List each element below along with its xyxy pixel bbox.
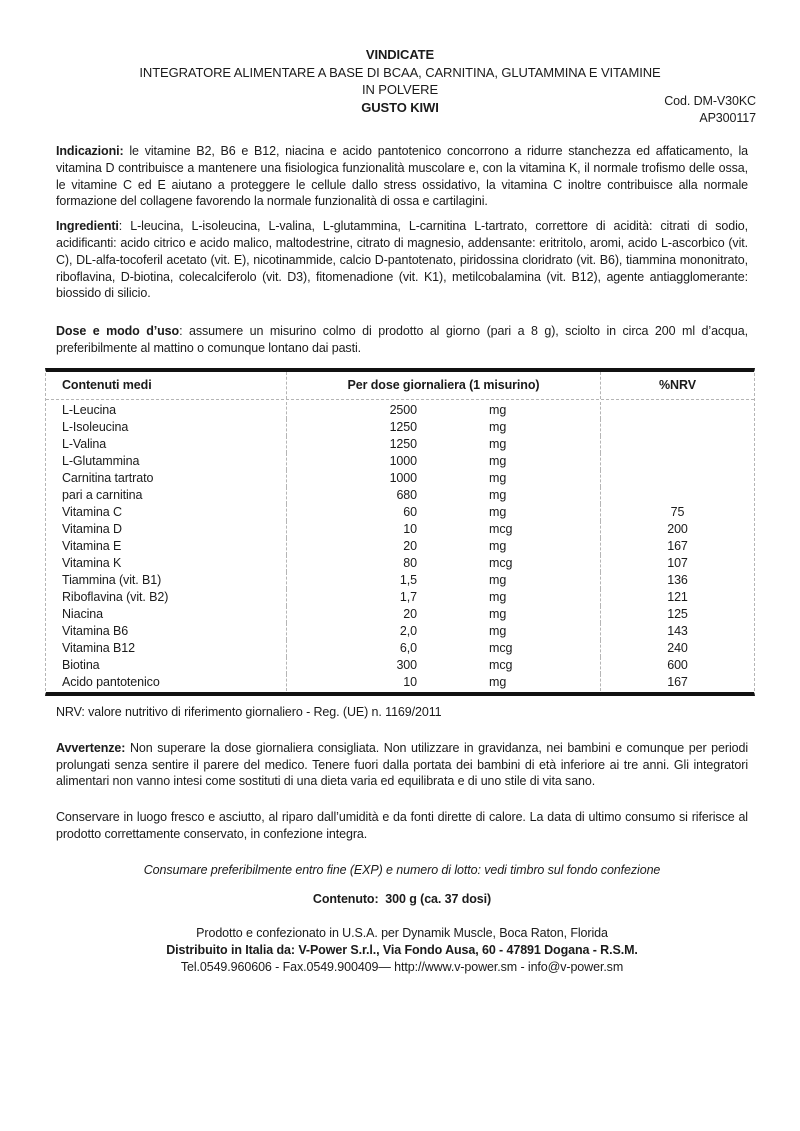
nrv-value: 240 [667, 641, 688, 656]
dose-cell [286, 504, 601, 521]
amount-value: 1000 [389, 471, 417, 486]
dose-cell [286, 487, 601, 504]
nrv-value: 600 [667, 658, 688, 673]
table-row [46, 419, 754, 436]
brand-name: VINDICATE [365, 47, 435, 62]
amount-value: 2,0 [399, 624, 417, 639]
nrv-value: 167 [667, 539, 688, 554]
header-per-dose: Per dose giornaliera (1 misurino) [286, 372, 601, 399]
nrv-value: 167 [667, 675, 688, 690]
table-row [46, 640, 754, 657]
amount-unit: mg [489, 539, 507, 554]
table-row [46, 572, 754, 589]
amount-value: 680 [396, 488, 417, 503]
dose-cell [286, 436, 601, 453]
amount-value: 1,7 [399, 590, 417, 605]
nutrient-name: L-Leucina [62, 403, 117, 418]
dose-cell [286, 555, 601, 572]
nutrient-name: Carnitina tartrato [62, 471, 154, 486]
dose-cell [286, 538, 601, 555]
nutrient-name: Vitamina K [62, 556, 122, 571]
amount-unit: mcg [489, 556, 513, 571]
amount-unit: mg [489, 471, 507, 486]
table-row [46, 623, 754, 640]
nutrient-name: L-Glutammina [62, 454, 140, 469]
amount-unit: mg [489, 488, 507, 503]
nrv-value: 143 [667, 624, 688, 639]
dose-cell [286, 674, 601, 691]
amount-value: 1,5 [399, 573, 417, 588]
dose-cell [286, 521, 601, 538]
nrv-value: 75 [670, 505, 685, 520]
amount-unit: mg [489, 590, 507, 605]
dose-cell [286, 640, 601, 657]
table-row [46, 402, 754, 419]
nutrition-table-header [46, 372, 754, 400]
nutrition-table [45, 368, 755, 696]
dose-text: : assumere un misurino colmo di prodotto al giorno (pari a 8 g), sciolto in circa 200 ml d’acqua, preferibilmente al mattino o comunque lontano dai pasti. [56, 324, 748, 355]
amount-unit: mg [489, 420, 507, 435]
amount-unit: mcg [489, 641, 513, 656]
amount-value: 10 [403, 522, 417, 537]
nutrient-name: L-Valina [62, 437, 107, 452]
table-row [46, 657, 754, 674]
nutrient-name: pari a carnitina [62, 488, 143, 503]
nutrient-name: Acido pantotenico [62, 675, 160, 690]
product-flavor: GUSTO KIWI [361, 99, 439, 115]
amount-value: 10 [403, 675, 417, 690]
dose-cell [286, 572, 601, 589]
dose-cell [286, 657, 601, 674]
dose-cell [286, 470, 601, 487]
nutrient-name: Vitamina C [62, 505, 122, 520]
table-row [46, 606, 754, 623]
amount-value: 300 [396, 658, 417, 673]
nrv-value: 125 [667, 607, 688, 622]
ingredienti-text: : L-leucina, L-isoleucina, L-valina, L-glutammina, L-carnitina L-tartrato, correttore di acidità: citrati di sodio, acidificanti: acido citrico e acido malico, maltodestrine, citrato di magnesio, addensante: eritritolo, aromi, acido L-ascorbico (vit. C), DL-alfa-tocoferil acetato (vit. E), nicotinammide, calcio D-pantotenato, piridossina cloridrato (vit. B6), tiammina mononitrato, riboflavina, D-biotina, colecalciferolo (vit. D3), fitomenadione (vit. K1), metilcobalamina (vit. B12), agente antiagglomerante: biossido di silicio. [56, 219, 748, 301]
contact-line: Tel.0549.960606 - Fax.0549.900409— http://www.v-power.sm - info@v-power.sm [180, 959, 624, 974]
product-form: IN POLVERE [361, 82, 439, 97]
indicazioni-paragraph [56, 143, 748, 210]
nutrient-name: Biotina [62, 658, 100, 673]
nutrition-table-body [46, 400, 754, 692]
dose-cell [286, 623, 601, 640]
conservazione-paragraph: Conservare in luogo fresco e asciutto, al riparo dall’umidità e da fonti dirette di calore. La data di ultimo consumo si riferisce al prodotto correttamente conservato, in confezione integra. [56, 810, 748, 841]
product-code-secondary: AP300117 [699, 111, 756, 125]
nutrient-name: Riboflavina (vit. B2) [62, 590, 169, 605]
amount-unit: mg [489, 675, 507, 690]
amount-value: 6,0 [399, 641, 417, 656]
amount-unit: mcg [489, 522, 513, 537]
contenuto-line [56, 892, 748, 906]
avvertenze-paragraph [56, 740, 748, 790]
table-row [46, 674, 754, 691]
dose-cell [286, 606, 601, 623]
amount-value: 1250 [389, 437, 417, 452]
nrv-footnote: NRV: valore nutritivo di riferimento giornaliero - Reg. (UE) n. 1169/2011 [56, 704, 442, 719]
nrv-value: 136 [667, 573, 688, 588]
dose-cell [286, 402, 601, 419]
product-code-block [664, 93, 756, 127]
amount-unit: mg [489, 403, 507, 418]
nutrient-name: Vitamina E [62, 539, 122, 554]
amount-unit: mg [489, 607, 507, 622]
nrv-value: 121 [667, 590, 688, 605]
nutrient-name: Tiammina (vit. B1) [62, 573, 162, 588]
amount-value: 60 [403, 505, 417, 520]
product-code: Cod. DM-V30KC [664, 94, 756, 108]
nrv-value: 200 [667, 522, 688, 537]
indicazioni-label: Indicazioni: [56, 144, 124, 158]
amount-value: 80 [403, 556, 417, 571]
table-row [46, 538, 754, 555]
amount-unit: mg [489, 437, 507, 452]
amount-unit: mg [489, 624, 507, 639]
ingredienti-paragraph [56, 218, 748, 302]
amount-unit: mg [489, 454, 507, 469]
distributor-line: Distribuito in Italia da: V-Power S.r.l., Via Fondo Ausa, 60 - 47891 Dogana - R.S.M. [166, 942, 638, 957]
avvertenze-label: Avvertenze: [56, 740, 126, 755]
avvertenze-text: Non superare la dose giornaliera consigliata. Non utilizzare in gravidanza, nei bambini e comunque per periodi prolungati senza sentire il parere del medico. Tenere fuori dalla portata dei bambini di età inferiore ai tre anni. Gli integratori alimentari non vanno intesi come sostituti di una dieta varia ed equilibrata e di uno stile di vita sano. [56, 740, 748, 789]
document-footer [56, 925, 748, 976]
header-nrv: %NRV [659, 378, 696, 393]
table-row [46, 453, 754, 470]
expiry-note: Consumare preferibilmente entro fine (EXP) e numero di lotto: vedi timbro sul fondo confezione [143, 862, 661, 877]
nutrient-name: Niacina [62, 607, 103, 622]
nutrient-name: Vitamina D [62, 522, 122, 537]
amount-value: 1000 [389, 454, 417, 469]
amount-unit: mcg [489, 658, 513, 673]
nutrient-name: Vitamina B6 [62, 624, 129, 639]
amount-value: 20 [403, 539, 417, 554]
table-row [46, 436, 754, 453]
dose-paragraph [56, 323, 748, 357]
table-row [46, 470, 754, 487]
dose-cell [286, 419, 601, 436]
indicazioni-text: le vitamine B2, B6 e B12, niacina e acido pantotenico concorrono a ridurre stanchezza ed affaticamento, la vitamina D contribuisce a mantenere una fisiologica funzionalità muscolare e, con la vitamina K, il normale trofismo delle ossa, le vitamine C ed E aiutano a proteggere le cellule dallo stress ossidativo, la vitamina C inoltre contribuisce alla normale formazione del collagene favorendo la normale funzionalità di ossa e cartilagini. [56, 144, 748, 209]
product-description: INTEGRATORE ALIMENTARE A BASE DI BCAA, CARNITINA, GLUTAMMINA E VITAMINE [139, 64, 661, 80]
ingredienti-label: Ingredienti [56, 219, 119, 234]
amount-value: 20 [403, 607, 417, 622]
table-row [46, 487, 754, 504]
dose-label: Dose e modo d’uso [56, 324, 180, 339]
amount-unit: mg [489, 505, 507, 520]
dose-cell [286, 453, 601, 470]
amount-unit: mg [489, 573, 507, 588]
amount-value: 2500 [389, 403, 417, 418]
header-contenuti-medi: Contenuti medi [62, 378, 152, 393]
table-row [46, 504, 754, 521]
contenuto-label: Contenuto: [312, 891, 379, 906]
nrv-value: 107 [667, 556, 688, 571]
table-row [46, 555, 754, 572]
table-row [46, 589, 754, 606]
table-row [46, 521, 754, 538]
dose-cell [286, 589, 601, 606]
manufacturer-line: Prodotto e confezionato in U.S.A. per Dynamik Muscle, Boca Raton, Florida [196, 925, 608, 940]
nutrient-name: L-Isoleucina [62, 420, 129, 435]
contenuto-value: 300 g (ca. 37 dosi) [385, 891, 492, 906]
amount-value: 1250 [389, 420, 417, 435]
nutrient-name: Vitamina B12 [62, 641, 135, 656]
